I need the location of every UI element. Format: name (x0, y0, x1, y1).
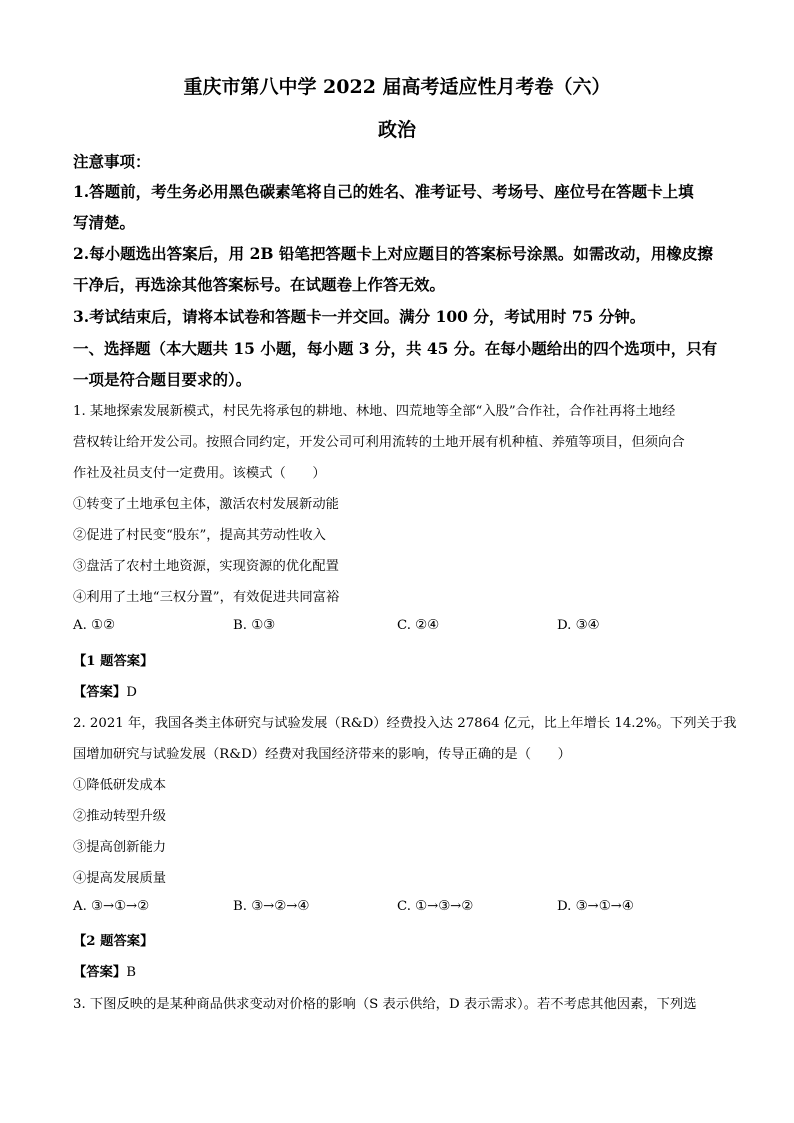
answer-value: B (126, 965, 136, 980)
q2-option-a: A. ③→①→② (73, 899, 150, 914)
exam-title: 重庆市第八中学 2022 届高考适应性月考卷（六） (183, 76, 611, 98)
q1-stem: 作社及社员支付一定费用。该模式（ ） (73, 466, 326, 481)
q1-answer (73, 681, 137, 700)
q2-item: ③提高创新能力 (73, 840, 167, 855)
q2-item: ②推动转型升级 (73, 809, 167, 824)
q3-stem: 3. 下图反映的是某种商品供求变动对价格的影响（S 表示供给，D 表示需求）。若不考虑其他因素，下列选 (73, 997, 697, 1012)
q1-item: ②促进了村民变“股东”，提高其劳动性收入 (73, 528, 326, 543)
q2-option-b: B. ③→②→④ (233, 899, 310, 914)
notice-line: 1.答题前，考生务必用黑色碳素笔将自己的姓名、准考证号、考场号、座位号在答题卡上填 (73, 182, 694, 201)
q1-item: ③盘活了农村土地资源，实现资源的优化配置 (73, 559, 339, 574)
q1-stem: 营权转让给开发公司。按照合同约定，开发公司可利用流转的土地开展有机种植、养殖等项目，但须向合 (73, 435, 685, 450)
q1-option-c: C. ②④ (397, 618, 439, 633)
section-heading: 一项是符合题目要求的）。 (73, 370, 252, 389)
q2-option-d: D. ③→①→④ (557, 899, 634, 914)
q1-item: ④利用了土地“三权分置”，有效促进共同富裕 (73, 590, 340, 605)
notice-line: 写清楚。 (73, 213, 136, 232)
answer-tag: 【答案】 (73, 685, 127, 700)
q2-stem: 国增加研究与试验发展（R&D）经费对我国经济带来的影响，传导正确的是（ ） (73, 747, 571, 762)
q2-answer-header: 【2 题答案】 (73, 934, 154, 949)
notice-line: 干净后，再选涂其他答案标号。在试题卷上作答无效。 (73, 275, 446, 294)
q1-answer-header: 【1 题答案】 (73, 654, 154, 669)
q2-item: ④提高发展质量 (73, 871, 167, 886)
q1-stem: 1. 某地探索发展新模式，村民先将承包的耕地、林地、四荒地等全部“入股”合作社，合作社再将土地经 (73, 404, 676, 419)
answer-value: D (126, 685, 137, 700)
q2-answer (73, 961, 136, 980)
notice-heading: 注意事项： (73, 152, 151, 171)
q2-stem: 2. 2021 年，我国各类主体研究与试验发展（R&D）经费投入达 27864 亿元，比上年增长 14.2%。下列关于我 (73, 716, 737, 731)
q2-item: ①降低研发成本 (73, 778, 167, 793)
notice-line: 3.考试结束后，请将本试卷和答题卡一并交回。满分 100 分，考试用时 75 分钟。 (73, 307, 646, 326)
subject-title: 政治 (377, 119, 416, 141)
q2-option-c: C. ①→③→② (397, 899, 474, 914)
q1-option-b: B. ①③ (233, 618, 276, 633)
section-heading: 一、选择题（本大题共 15 小题，每小题 3 分，共 45 分。在每小题给出的四个选项中，只有 (73, 339, 718, 358)
q1-option-a: A. ①② (73, 618, 115, 633)
answer-tag: 【答案】 (73, 965, 127, 980)
q1-option-d: D. ③④ (557, 618, 600, 633)
notice-line: 2.每小题选出答案后，用 2B 铅笔把答题卡上对应题目的答案标号涂黑。如需改动，用橡皮擦 (73, 244, 713, 263)
q1-item: ①转变了土地承包主体，激活农村发展新动能 (73, 497, 339, 512)
